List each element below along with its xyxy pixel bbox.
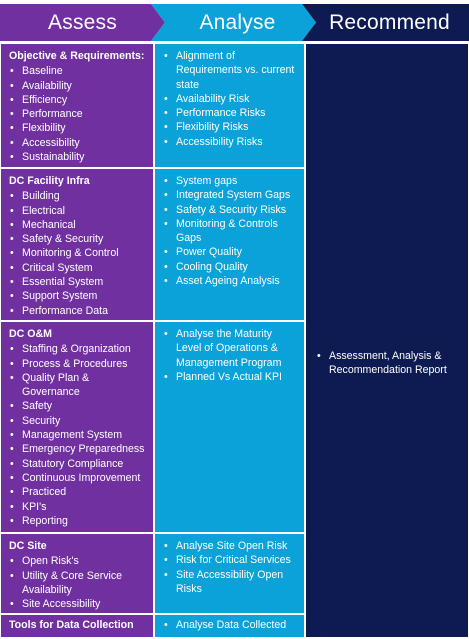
list-item: • Process & Procedures [9,357,149,371]
list-item: • Efficiency [9,93,149,107]
analyse-list [163,327,300,384]
list-item: • Utility & Core Service Availability [9,569,149,598]
assess-cell-title: Tools for Data Collection [9,619,134,631]
list-item: • Support System [9,289,149,303]
assess-header-label: Assess [48,10,117,34]
list-item: • Power Quality [163,245,300,259]
list-item: • Practiced [9,485,149,499]
assess-cell-objectives [1,44,153,167]
assess-cell-tools [1,615,153,637]
list-item: • Emergency Preparedness [9,442,149,456]
analyse-list [163,618,300,632]
list-item: • Safety [9,399,149,413]
list-item: • Electrical [9,204,149,218]
assess-cell-title: Objective & Requirements: [9,50,145,62]
list-item: • Staffing & Organization [9,342,149,356]
recommend-header [302,4,469,41]
recommend-header-label: Recommend [329,10,450,34]
assess-cell-title: DC O&M [9,328,52,340]
list-item: • Monitoring & Control [9,246,149,260]
list-item: • Availability [9,79,149,93]
list-item: • Monitoring & Controls Gaps [163,217,300,246]
list-item: • Performance Risks [163,106,300,120]
assess-cell-site [1,534,153,613]
list-item: • Statutory Compliance [9,457,149,471]
assess-cell-title: DC Site [9,540,47,552]
list-item: • Asset Ageing Analysis [163,274,300,288]
analyse-cell-facility-infra [155,169,304,320]
list-item: • Alignment of Requirements vs. current state [163,49,300,92]
list-item: • Safety & Security [9,232,149,246]
analyse-list [163,174,300,288]
list-item: • Cooling Quality [163,260,300,274]
list-item: • Quality Plan & Governance [9,371,149,400]
list-item: • System gaps [163,174,300,188]
analyse-list [163,539,300,596]
analyse-cell-om [155,322,304,532]
list-item: • Accessibility Risks [163,135,300,149]
list-item: • KPI's [9,500,149,514]
analyse-list [163,49,300,149]
list-item: • Flexibility [9,121,149,135]
list-item: • Flexibility Risks [163,120,300,134]
list-item: • Safety & Security Risks [163,203,300,217]
list-item: • Accessibility [9,136,149,150]
list-item: • Site Accessibility [9,597,149,611]
analyse-cell-objectives [155,44,304,167]
list-item: • Sustainability [9,150,149,164]
list-item: • Mechanical [9,218,149,232]
list-item: • Building [9,189,149,203]
assess-list [9,189,149,318]
assess-cell-facility-infra [1,169,153,320]
list-item: • Security [9,414,149,428]
list-item: • Analyse Data Collected [163,618,300,632]
assess-list [9,64,149,164]
list-item: • Assessment, Analysis & Recommendation Report [316,349,458,378]
list-item: • Analyse the Maturity Level of Operations & Management Program [163,327,300,370]
analyse-cell-site [155,534,304,613]
recommend-column [306,44,468,637]
assess-cell-om [1,322,153,532]
recommend-list [316,349,458,378]
list-item: • Site Accessibility Open Risks [163,568,300,597]
list-item: • Continuous Improvement [9,471,149,485]
list-item: • Management System [9,428,149,442]
list-item: • Open Risk's [9,554,149,568]
list-item: • Reporting [9,514,149,528]
list-item: • Integrated System Gaps [163,188,300,202]
assess-list [9,554,149,611]
list-item: • Planned Vs Actual KPI [163,370,300,384]
list-item: • Performance Data [9,304,149,318]
list-item: • Essential System [9,275,149,289]
assess-cell-title: DC Facility Infra [9,175,90,187]
analyse-header [151,4,316,41]
list-item: • Critical System [9,261,149,275]
list-item: • Performance [9,107,149,121]
assess-header [0,4,165,41]
list-item: • Availability Risk [163,92,300,106]
list-item: • Analyse Site Open Risk [163,539,300,553]
list-item: • Baseline [9,64,149,78]
analyse-header-label: Analyse [199,10,276,34]
list-item: • Risk for Critical Services [163,553,300,567]
assess-list [9,342,149,528]
analyse-cell-tools [155,615,304,637]
